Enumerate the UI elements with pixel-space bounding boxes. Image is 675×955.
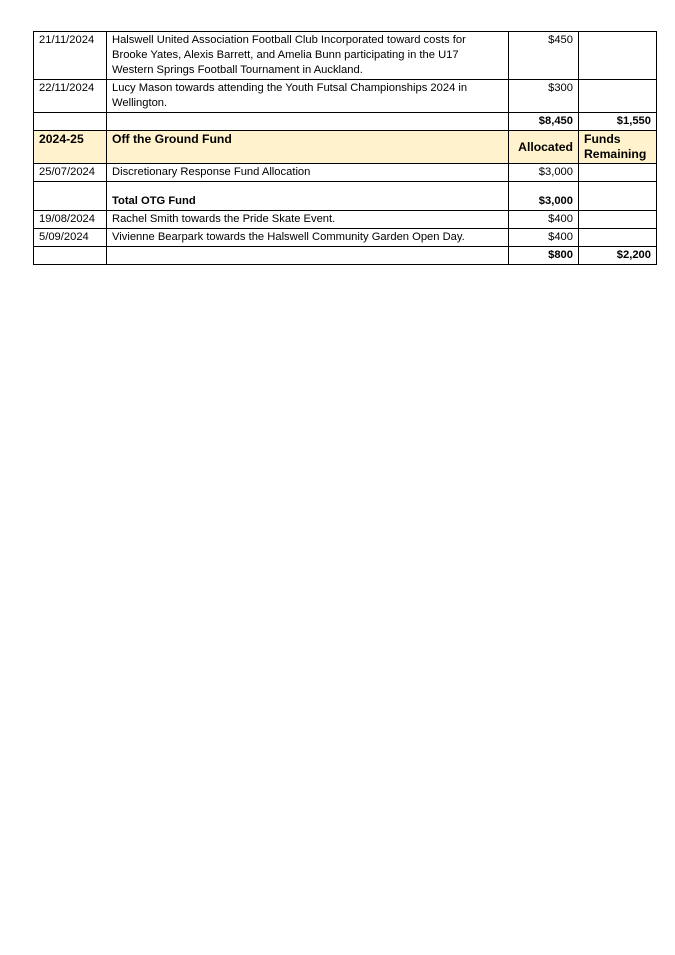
- remaining-cell: [579, 229, 657, 247]
- subtotal-row: [34, 247, 657, 265]
- otg-total-row: [34, 182, 657, 211]
- remaining-cell: [579, 32, 657, 80]
- allocated-cell: $400: [509, 229, 579, 247]
- remaining-cell: [579, 211, 657, 229]
- empty-cell: [107, 247, 509, 265]
- allocated-header: Allocated: [509, 131, 579, 164]
- empty-cell: [107, 113, 509, 131]
- date-cell: 19/08/2024: [34, 211, 107, 229]
- empty-cell: [579, 164, 657, 182]
- empty-cell: [34, 247, 107, 265]
- date-cell: 5/09/2024: [34, 229, 107, 247]
- allocated-cell: $450: [509, 32, 579, 80]
- subtotal-remaining: $2,200: [579, 247, 657, 265]
- empty-cell: [34, 113, 107, 131]
- table-row: [34, 211, 657, 229]
- subtotal-row: [34, 113, 657, 131]
- table-row: [34, 80, 657, 113]
- description-cell: Lucy Mason towards attending the Youth Futsal Championships 2024 in Wellington.: [107, 80, 509, 113]
- table-row: [34, 229, 657, 247]
- section-header-row: [34, 131, 657, 164]
- date-cell: 22/11/2024: [34, 80, 107, 113]
- allocated-cell: $300: [509, 80, 579, 113]
- funds-remaining-header: Funds Remaining: [579, 131, 657, 164]
- remaining-cell: [579, 80, 657, 113]
- description-cell: Rachel Smith towards the Pride Skate Event.: [107, 211, 509, 229]
- otg-total-label: Total OTG Fund: [107, 182, 509, 211]
- date-cell: 21/11/2024: [34, 32, 107, 80]
- table-row: [34, 164, 657, 182]
- allocated-cell: $3,000: [509, 164, 579, 182]
- table-row: [34, 32, 657, 80]
- empty-cell: [579, 182, 657, 211]
- description-cell: Vivienne Bearpark towards the Halswell Community Garden Open Day.: [107, 229, 509, 247]
- description-cell: Halswell United Association Football Club Incorporated toward costs for Brooke Yates, Alexis Barrett, and Amelia Bunn participating in the U17 Western Springs Football Tournament in Auckland.: [107, 32, 509, 80]
- section-year: 2024-25: [34, 131, 107, 164]
- empty-cell: [34, 182, 107, 211]
- subtotal-allocated: $8,450: [509, 113, 579, 131]
- subtotal-remaining: $1,550: [579, 113, 657, 131]
- funding-table: [33, 31, 657, 265]
- date-cell: 25/07/2024: [34, 164, 107, 182]
- description-cell: Discretionary Response Fund Allocation: [107, 164, 509, 182]
- section-title: Off the Ground Fund: [107, 131, 509, 164]
- subtotal-allocated: $800: [509, 247, 579, 265]
- allocated-cell: $400: [509, 211, 579, 229]
- otg-total-allocated: $3,000: [509, 182, 579, 211]
